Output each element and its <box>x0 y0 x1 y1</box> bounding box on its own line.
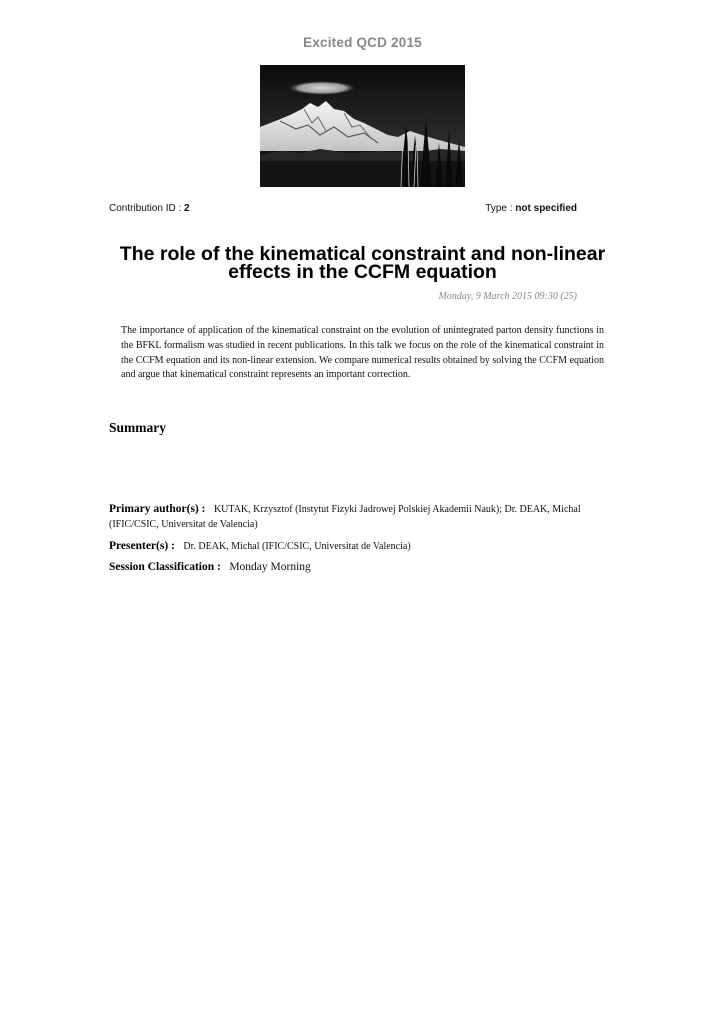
type-value: not specified <box>515 203 577 214</box>
type-label: Type : <box>485 203 513 214</box>
primary-authors <box>109 502 619 532</box>
mountain-photo-icon <box>260 65 465 187</box>
talk-date: Monday, 9 March 2015 09:30 (25) <box>438 291 577 302</box>
presenters-value: Dr. DEAK, Michal (IFIC/CSIC, Universitat de Valencia) <box>183 541 411 552</box>
presenters-label: Presenter(s) : <box>109 540 175 552</box>
presenters <box>109 539 619 554</box>
session-classification-label: Session Classification : <box>109 561 221 573</box>
conference-title: Excited QCD 2015 <box>303 35 422 50</box>
primary-authors-value: KUTAK, Krzysztof (Instytut Fizyki Jadrowej Polskiej Akademii Nauk); Dr. DEAK, Michal (IFIC/CSIC, Universitat de Valencia) <box>109 504 581 530</box>
mountain-banner-image <box>260 65 465 187</box>
contribution-id-label: Contribution ID : <box>109 203 182 214</box>
talk-title <box>100 245 625 281</box>
contribution-meta-row <box>109 203 577 214</box>
session-classification <box>109 560 619 575</box>
session-classification-value: Monday Morning <box>229 561 311 573</box>
type-field <box>485 203 577 214</box>
primary-authors-label: Primary author(s) : <box>109 503 206 515</box>
contribution-id-value: 2 <box>184 203 190 214</box>
abstract-text: The importance of application of the kinematical constraint on the evolution of unintegrated parton density functions in the BFKL formalism was studied in recent publications. In this talk we focus on the role of the kinematical constraint in the CCFM equation and its non-linear extension. We compare numerical results obtained by solving the CCFM equation and argue that kinematical constraint represents an important correction. <box>121 325 604 381</box>
contribution-id-field <box>109 203 190 214</box>
talk-title-line: The role of the kinematical constraint and non-linear <box>119 243 606 265</box>
summary-heading: Summary <box>109 420 166 435</box>
talk-title-line: effects in the CCFM equation <box>228 261 497 283</box>
